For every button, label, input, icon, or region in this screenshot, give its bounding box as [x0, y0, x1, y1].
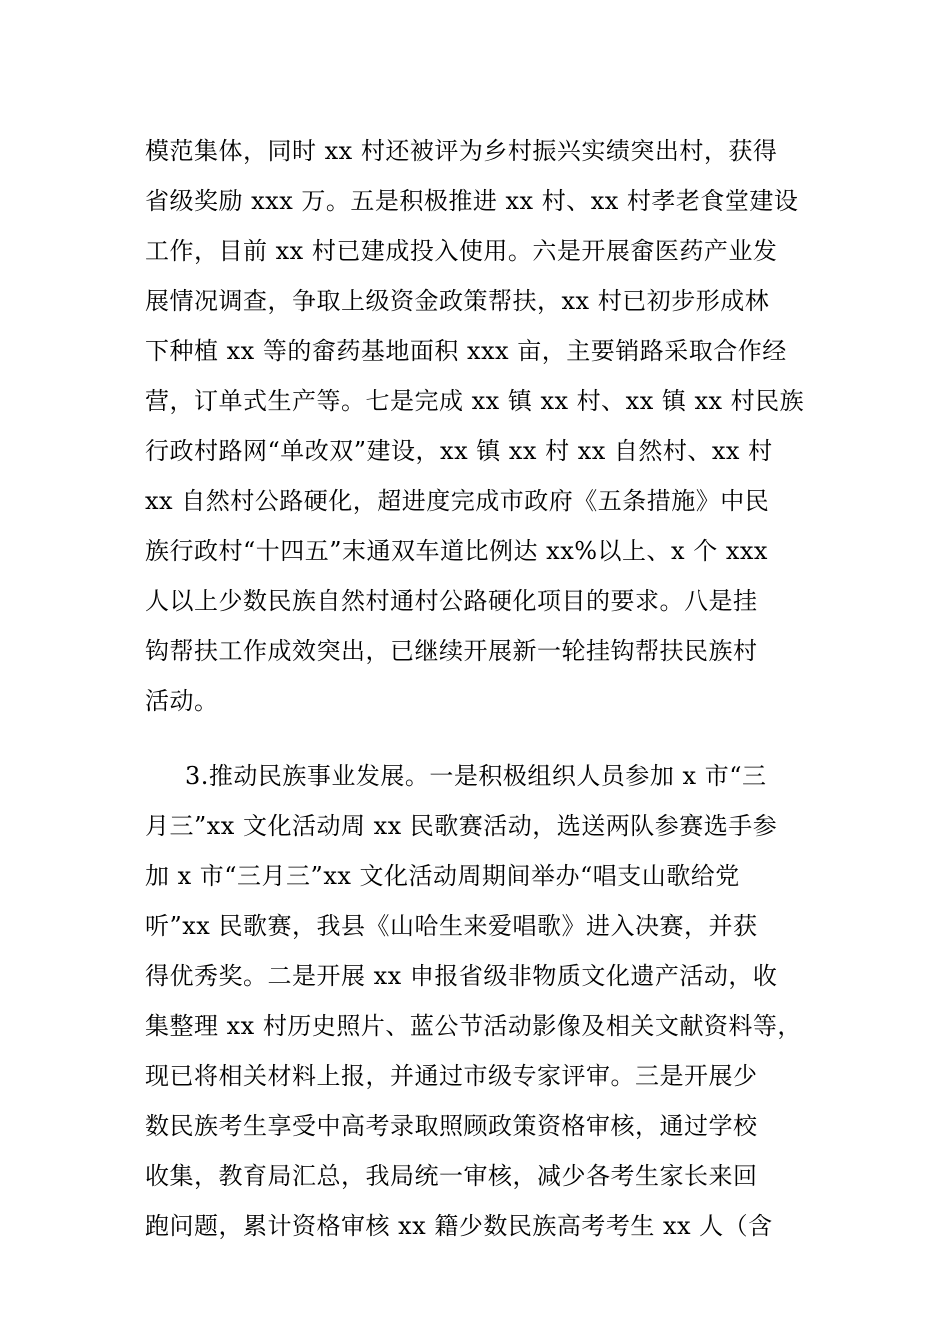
text-line: 收集，教育局汇总，我局统一审核，减少各考生家长来回 — [145, 1162, 758, 1190]
text-line: 集整理 xx 村历史照片、蓝公节活动影像及相关文献资料等， — [145, 1012, 802, 1040]
text-line: 活动。 — [145, 687, 219, 715]
text-line: 人以上少数民族自然村通村公路硬化项目的要求。八是挂 — [145, 587, 758, 615]
text-line: xx 自然村公路硬化，超进度完成市政府《五条措施》中民 — [145, 487, 770, 515]
text-line: 下种植 xx 等的畲药基地面积 xxx 亩，主要销路采取合作经 — [145, 337, 787, 365]
text-line: 省级奖励 xxx 万。五是积极推进 xx 村、xx 村孝老食堂建设 — [145, 187, 799, 215]
text-line: 族行政村“十四五”末通双车道比例达 xx%以上、x 个 xxx — [145, 537, 768, 565]
text-line: 行政村路网“单改双”建设，xx 镇 xx 村 xx 自然村、xx 村 — [145, 437, 773, 465]
text-line: 展情况调查，争取上级资金政策帮扶，xx 村已初步形成林 — [145, 287, 770, 315]
section-heading-line: 3.推动民族事业发展。一是积极组织人员参加 x 市“三 — [185, 762, 767, 790]
text-line: 月三”xx 文化活动周 xx 民歌赛活动，选送两队参赛选手参 — [145, 812, 778, 840]
text-line: 现已将相关材料上报，并通过市级专家评审。三是开展少 — [145, 1062, 758, 1090]
text-line: 跑问题，累计资格审核 xx 籍少数民族高考考生 xx 人（含 — [145, 1212, 773, 1240]
text-line: 工作，目前 xx 村已建成投入使用。六是开展畲医药产业发 — [145, 237, 778, 265]
text-line: 模范集体，同时 xx 村还被评为乡村振兴实绩突出村，获得 — [145, 137, 778, 165]
text-line: 得优秀奖。二是开展 xx 申报省级非物质文化遗产活动，收 — [145, 962, 778, 990]
text-line: 营，订单式生产等。七是完成 xx 镇 xx 村、xx 镇 xx 村民族 — [145, 387, 805, 415]
text-line: 听”xx 民歌赛，我县《山哈生来爱唱歌》进入决赛，并获 — [145, 912, 758, 940]
text-line: 钩帮扶工作成效突出，已继续开展新一轮挂钩帮扶民族村 — [145, 637, 758, 665]
text-line: 加 x 市“三月三”xx 文化活动周期间举办“唱支山歌给党 — [145, 862, 740, 890]
text-line: 数民族考生享受中高考录取照顾政策资格审核，通过学校 — [145, 1112, 758, 1140]
